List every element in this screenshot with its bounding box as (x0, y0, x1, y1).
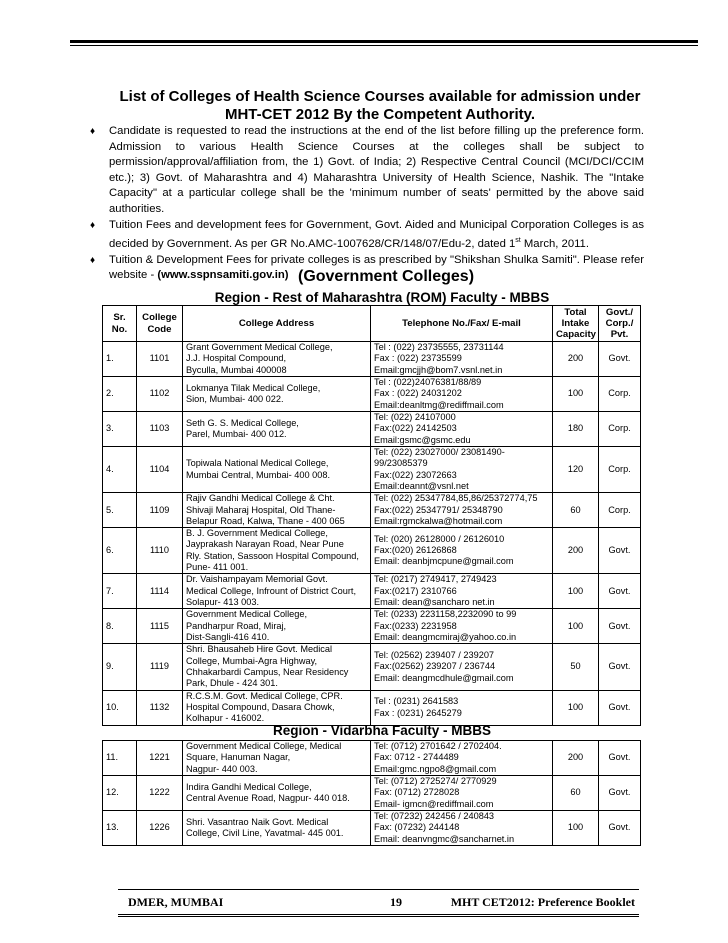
college-address-cell-line: Seth G. S. Medical College, (186, 417, 299, 428)
contact-cell-line: Email: deanbjmcpune@gmail.com (374, 556, 514, 567)
college-code-cell: 1103 (137, 412, 183, 447)
college-address-cell-line: Kolhapur - 416002. (186, 713, 265, 724)
college-address-cell (183, 493, 371, 528)
contact-cell (371, 342, 553, 377)
college-address-cell (183, 377, 371, 412)
college-address-cell-line: Solapur- 413 003. (186, 597, 260, 608)
contact-cell-line: Tel: (022) 25347784,85,86/25372774,75 (374, 493, 538, 504)
college-type-cell: Corp. (599, 493, 641, 528)
college-address-cell-line: Square, Hanuman Nagar, (186, 752, 291, 763)
contact-cell-line: Email:deanltmg@rediffmail.com (374, 399, 504, 410)
intake-capacity-cell: 100 (553, 811, 599, 846)
college-type-cell: Govt. (599, 342, 641, 377)
college-address-cell-line: Shri. Bhausaheb Hire Govt. Medical (186, 644, 333, 655)
title-line-1: List of Colleges of Health Science Courses available for admission under (119, 88, 641, 105)
college-type-cell: Govt. (599, 574, 641, 609)
college-address-cell-line: Dr. Vaishampayam Memorial Govt. (186, 574, 328, 585)
intake-capacity-cell: 200 (553, 741, 599, 776)
contact-cell-line: Tel: (0217) 2749417, 2749423 (374, 574, 497, 585)
header-college-type: Govt./ Corp./ Pvt. (599, 306, 641, 342)
college-code-cell: 1221 (137, 741, 183, 776)
table-row (103, 811, 641, 846)
contact-cell-line: Email:gmc.ngpo8@gmail.com (374, 763, 497, 774)
college-address-cell-line: Government Medical College, (186, 609, 308, 620)
rom-colleges-table (102, 305, 641, 726)
table-header-row (103, 306, 641, 342)
contact-cell (371, 609, 553, 644)
contact-cell-line: Tel: (02562) 239407 / 239207 (374, 650, 495, 661)
college-address-cell-line: Nagpur- 440 003. (186, 763, 258, 774)
intake-capacity-cell: 100 (553, 609, 599, 644)
contact-cell-line: Tel: (022) 24107000 (374, 412, 456, 423)
contact-cell-line: Email- igmcn@rediffmail.com (374, 798, 494, 809)
college-address-cell-line: Central Avenue Road, Nagpur- 440 018. (186, 793, 350, 803)
college-code-cell: 1102 (137, 377, 183, 412)
college-address-cell-line: Rly. Station, Sassoon Hospital Compound, (186, 550, 359, 561)
contact-cell-line: Tel: (0712) 2725274/ 2770929 (374, 776, 497, 787)
contact-cell-line: Tel: (022) 23027000/ 23081490- (374, 447, 505, 457)
footer-publisher: DMER, MUMBAI (128, 895, 224, 909)
contact-cell-line: Fax:(0233) 2231958 (374, 620, 457, 631)
contact-cell (371, 690, 553, 725)
contact-cell-line: Fax : (022) 23735599 (374, 353, 462, 364)
top-rule (70, 40, 698, 46)
college-address-cell (183, 811, 371, 846)
title-line-2: MHT-CET 2012 By the Competent Authority. (224, 106, 536, 123)
intake-capacity-cell: 100 (553, 574, 599, 609)
contact-cell (371, 447, 553, 493)
page-title (100, 88, 660, 124)
sr-no-cell: 7. (103, 574, 137, 609)
intake-capacity-cell: 60 (553, 776, 599, 811)
intake-capacity-cell: 100 (553, 690, 599, 725)
contact-cell-line: Email: dean@sancharo net.in (374, 597, 495, 608)
contact-cell-line: Tel : (022)24076381/88/89 (374, 377, 482, 388)
college-code-cell: 1226 (137, 811, 183, 846)
instructions-list (88, 124, 644, 284)
contact-cell (371, 493, 553, 528)
instruction-item: ♦ Tuition Fees and development fees for Government, Govt. Aided and Municipal Corporation Colleges is as decided by Government. As per GR No.AMC-1007628/CR/148/07/Edu-2, dated 1st March, 2011. (90, 218, 644, 250)
sr-no-cell: 5. (103, 493, 137, 528)
college-address-cell (183, 574, 371, 609)
college-address-cell-line: Dist-Sangli-416 410. (186, 632, 270, 643)
college-code-cell: 1119 (137, 644, 183, 690)
contact-cell-line: Fax:(022) 23072663 (374, 469, 457, 480)
college-code-cell: 1115 (137, 609, 183, 644)
intake-capacity-cell: 200 (553, 342, 599, 377)
header-college-address: College Address (183, 306, 371, 342)
contact-cell-line: Fax:(022) 25347791/ 25348790 (374, 504, 503, 515)
college-address-cell-line: Mumbai Central, Mumbai- 400 008. (186, 469, 331, 480)
college-address-cell (183, 342, 371, 377)
college-address-cell-line: Lokmanya Tilak Medical College, (186, 382, 321, 393)
contact-cell (371, 574, 553, 609)
table-row (103, 574, 641, 609)
contact-cell-line: Fax:(022) 24142503 (374, 423, 457, 434)
table-row (103, 609, 641, 644)
college-address-cell-line: Hospital Compound, Dasara Chowk, (186, 701, 335, 712)
table-row (103, 776, 641, 811)
college-address-cell (183, 609, 371, 644)
contact-cell-line: Fax : (0231) 2645279 (374, 707, 462, 718)
website-link[interactable]: (www.sspnsamiti.gov.in) (157, 269, 289, 282)
section-title: (Government Colleges) (297, 268, 475, 285)
sr-no-cell: 9. (103, 644, 137, 690)
contact-cell-line: Fax: 0712 - 2744489 (374, 752, 459, 763)
college-address-cell-line: Jayprakash Narayan Road, Near Pune (186, 539, 344, 550)
college-address-cell-line: Government Medical College, Medical (186, 741, 342, 752)
contact-cell-line: Email:gmcjjh@bom7.vsnl.net.in (374, 364, 503, 375)
header-sr-no: Sr. No. (103, 306, 137, 342)
intake-capacity-cell: 180 (553, 412, 599, 447)
college-address-cell-line: B. J. Government Medical College, (186, 528, 328, 539)
contact-cell-line: Fax : (022) 24031202 (374, 388, 462, 399)
sr-no-cell: 1. (103, 342, 137, 377)
contact-cell-line: Tel: (0712) 2701642 / 2702404. (374, 741, 502, 752)
page-footer (118, 889, 639, 917)
contact-cell-line: 99/23085379 (374, 458, 428, 469)
contact-cell-line: Email:rgmckalwa@hotmail.com (374, 515, 503, 526)
contact-cell (371, 644, 553, 690)
contact-cell (371, 412, 553, 447)
college-address-cell-line: Rajiv Gandhi Medical College & Cht. (186, 493, 335, 504)
intake-capacity-cell: 200 (553, 528, 599, 574)
college-type-cell: Govt. (599, 644, 641, 690)
sr-no-cell: 10. (103, 690, 137, 725)
diamond-bullet-icon: ♦ (90, 254, 96, 266)
table-row (103, 342, 641, 377)
college-address-cell-line: Indira Gandhi Medical College, (186, 781, 312, 792)
table-row (103, 493, 641, 528)
college-type-cell: Corp. (599, 377, 641, 412)
sr-no-cell: 2. (103, 377, 137, 412)
college-type-cell: Corp. (599, 412, 641, 447)
college-address-cell-line: R.C.S.M. Govt. Medical College, CPR. (186, 690, 343, 701)
contact-cell-line: Tel : (022) 23735555, 23731144 (374, 342, 504, 353)
college-address-cell-line: J.J. Hospital Compound, (186, 353, 287, 364)
diamond-bullet-icon: ♦ (90, 219, 96, 231)
college-code-cell: 1110 (137, 528, 183, 574)
contact-cell (371, 811, 553, 846)
college-address-cell-line: Shri. Vasantrao Naik Govt. Medical (186, 816, 329, 827)
sr-no-cell: 13. (103, 811, 137, 846)
college-address-cell-line: Belapur Road, Kalwa, Thane - 400 065 (186, 515, 345, 526)
footer-booklet-title: MHT CET2012: Preference Booklet (450, 895, 635, 909)
contact-cell-line: Email: deangmcdhule@gmail.com (374, 672, 514, 683)
sr-no-cell: 11. (103, 741, 137, 776)
table-row (103, 644, 641, 690)
intake-capacity-cell: 120 (553, 447, 599, 493)
instruction-item: ♦ Candidate is requested to read the instructions at the end of the list before filling up the preference form. Admission to various Health Science Courses at the colleges shall be subject to permission/approval/affiliation from, the 1) Govt. of India; 2) Respective Central Council (MCI/DCI/CCIM etc.); 3) Govt. of Maharashtra and 4) Maharashtra University of Health Science, Nashik. The "Intake Capacity" at a particular college shall be the 'minimum number of seats' permitted by the above said authorities. (90, 125, 644, 215)
region-heading-vidarbha: Region - Vidarbha Faculty - MBBS (272, 723, 492, 738)
vidarbha-colleges-table (102, 740, 641, 846)
college-address-cell-line: Chhakarbardi Campus, Near Residency (186, 666, 349, 677)
college-type-cell: Corp. (599, 447, 641, 493)
college-code-cell: 1222 (137, 776, 183, 811)
college-address-cell (183, 412, 371, 447)
sr-no-cell: 4. (103, 447, 137, 493)
sr-no-cell: 3. (103, 412, 137, 447)
contact-cell (371, 741, 553, 776)
contact-cell (371, 377, 553, 412)
college-type-cell: Govt. (599, 609, 641, 644)
table-row (103, 412, 641, 447)
college-address-cell-line: College, Mumbai-Agra Highway, (186, 655, 318, 666)
college-type-cell: Govt. (599, 811, 641, 846)
contact-cell-line: Email:gsmc@gsmc.edu (374, 434, 471, 445)
header-college-code: College Code (137, 306, 183, 342)
college-type-cell: Govt. (599, 741, 641, 776)
college-address-cell-line: Pandharpur Road, Miraj, (186, 620, 287, 631)
instruction-item: ♦ Tuition & Development Fees for private colleges is as prescribed by "Shikshan Shulka Samiti". Please refer website - (www.sspnsamiti.gov.in) (90, 253, 644, 282)
sr-no-cell: 12. (103, 776, 137, 811)
college-code-cell: 1114 (137, 574, 183, 609)
college-code-cell: 1109 (137, 493, 183, 528)
contact-cell-line: Fax: (0712) 2728028 (374, 787, 460, 798)
contact-cell-line: Fax:(020) 26126868 (374, 545, 457, 556)
college-address-cell (183, 528, 371, 574)
contact-cell-line: Email: deanvngmc@sancharnet.in (374, 833, 515, 844)
contact-cell-line: Tel: (07232) 242456 / 240843 (374, 811, 495, 822)
college-address-cell (183, 447, 371, 493)
contact-cell-line: Tel: (020) 26128000 / 26126010 (374, 533, 505, 544)
table-row (103, 690, 641, 725)
diamond-bullet-icon: ♦ (90, 126, 96, 137)
intake-capacity-cell: 50 (553, 644, 599, 690)
header-intake-capacity: Total Intake Capacity (553, 306, 599, 342)
college-code-cell: 1132 (137, 690, 183, 725)
contact-cell-line: Fax: (07232) 244148 (374, 822, 460, 833)
intake-capacity-cell: 60 (553, 493, 599, 528)
college-code-cell: 1104 (137, 447, 183, 493)
contact-cell-line: Email:deannt@vsnl.net (374, 480, 469, 491)
table-row (103, 741, 641, 776)
region-heading-rom: Region - Rest of Maharashtra (ROM) Faculty - MBBS (214, 290, 550, 305)
sr-no-cell: 6. (103, 528, 137, 574)
college-address-cell-line: Pune- 411 001. (186, 562, 249, 573)
contact-cell (371, 528, 553, 574)
college-address-cell-line: Grant Government Medical College, (186, 342, 333, 353)
college-type-cell: Govt. (599, 690, 641, 725)
contact-cell-line: Tel: (0233) 2231158,2232090 to 99 (374, 609, 517, 620)
contact-cell-line: Tel : (0231) 2641583 (374, 696, 459, 707)
college-address-cell-line: Topiwala National Medical College, (186, 458, 329, 469)
table-row (103, 447, 641, 493)
sr-no-cell: 8. (103, 609, 137, 644)
college-address-cell (183, 776, 371, 811)
college-address-cell-line: Byculla, Mumbai 400008 (186, 364, 287, 375)
college-address-cell-line: Park, Dhule - 424 301. (186, 678, 278, 689)
college-address-cell-line: Sion, Mumbai- 400 022. (186, 394, 284, 404)
college-address-cell-line: Medical College, Infrount of District Court, (186, 585, 357, 596)
college-address-cell-line: College, Civil Line, Yavatmal- 445 001. (186, 828, 344, 838)
page-number: 19 (390, 895, 402, 909)
college-code-cell: 1101 (137, 342, 183, 377)
college-address-cell (183, 690, 371, 725)
intake-capacity-cell: 100 (553, 377, 599, 412)
table-row (103, 377, 641, 412)
college-address-cell-line: Shivaji Maharaj Hospital, Old Thane- (186, 504, 336, 515)
contact-cell-line: Email: deangmcmiraj@yahoo.co.in (374, 632, 517, 643)
contact-cell-line: Fax:(0217) 2310766 (374, 585, 457, 596)
college-type-cell: Govt. (599, 528, 641, 574)
contact-cell (371, 776, 553, 811)
college-address-cell-line: Parel, Mumbai- 400 012. (186, 429, 287, 439)
table-row (103, 528, 641, 574)
college-address-cell (183, 644, 371, 690)
college-address-cell (183, 741, 371, 776)
contact-cell-line: Fax:(02562) 239207 / 236744 (374, 661, 496, 672)
header-telephone: Telephone No./Fax/ E-mail (371, 306, 553, 342)
college-type-cell: Govt. (599, 776, 641, 811)
